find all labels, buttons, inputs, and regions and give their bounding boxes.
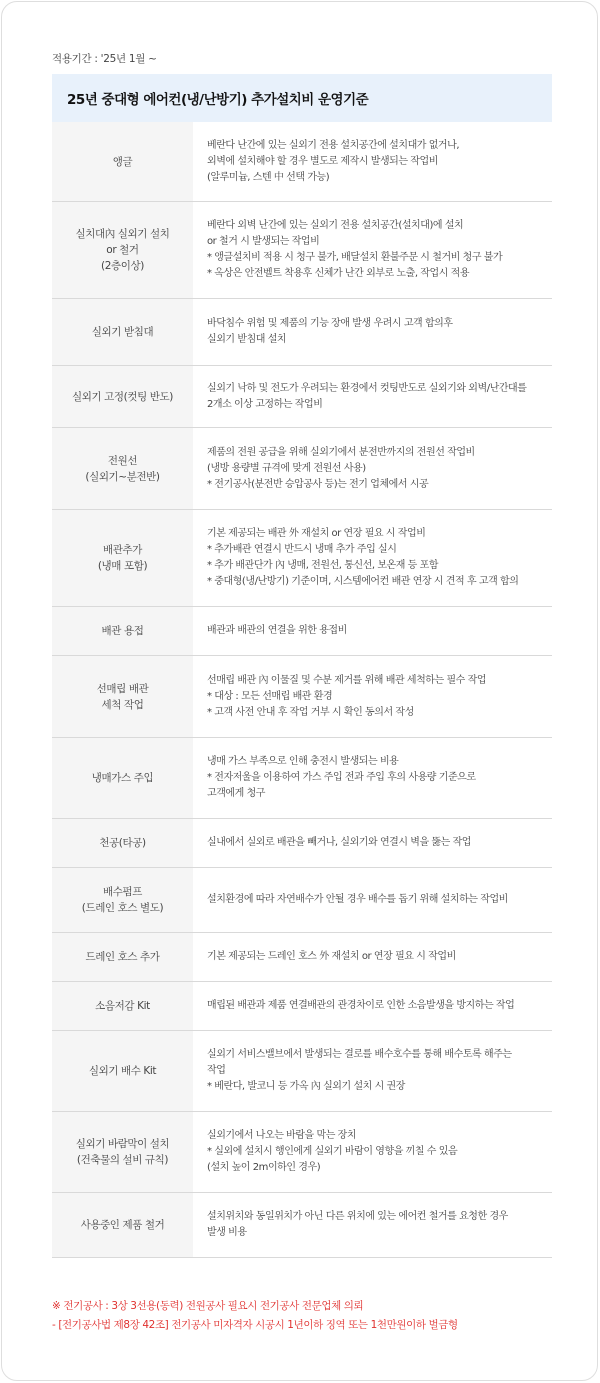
row-description [193,428,552,509]
row-name: 실외기 고정(컷팅 반도) [52,366,193,427]
row-description [193,656,552,737]
description-line: 바닥침수 위험 및 제품의 기능 장애 발생 우려시 고객 합의후 [207,318,453,329]
row-description [193,933,552,981]
row-name: 드레인 호스 추가 [52,933,193,981]
row-description [193,122,552,201]
row-description [193,299,552,365]
row-description [193,819,552,867]
row-name: 사용중인 제품 철거 [52,1193,193,1257]
table-row [52,510,552,607]
row-description [193,366,552,427]
notes [52,1297,572,1335]
description-line: * 중대형(냉/난방기) 기준이며, 시스템에어컨 배관 연장 시 견적 후 고객 합의 [207,576,519,587]
description-line: 2개소 이상 고정하는 작업비 [207,398,323,410]
application-period: 적용기간 : '25년 1월 ~ [52,53,157,65]
note-line: - [전기공사법 제8장 42조] 전기공사 미자격자 시공시 1년이하 징역 또는 1천만원이하 벌금형 [52,1319,458,1331]
row-description [193,510,552,606]
content-card [1,1,598,1381]
table-row [52,1112,552,1193]
table-row [52,366,552,428]
description-line: 실외기 받침대 설치 [207,334,287,345]
row-name: 실외기 받침대 [52,299,193,365]
row-description [193,607,552,655]
description-line: 실외기에서 나오는 바람을 막는 장치 [207,1130,357,1141]
description-line: * 추가배관 연결시 반드시 냉매 추가 주입 실시 [207,544,397,555]
description-line: 기본 제공되는 드레인 호스 外 재설치 or 연장 필요 시 작업비 [207,951,456,962]
row-name: 배수펌프 (드레인 호스 별도) [52,868,193,932]
note-line: ※ 전기공사 : 3상 3선용(동력) 전원공사 필요시 전기공사 전문업체 의뢰 [52,1300,364,1312]
description-line: 발생 비용 [207,1227,247,1238]
description-line: 실내에서 실외로 배관을 빼거나, 실외기와 연결시 벽을 뚫는 작업 [207,837,472,848]
row-name: 전원선 (실외기~분전반) [52,428,193,509]
description-line: 설치위치와 동일위치가 아닌 다른 위치에 있는 에어컨 철거를 요청한 경우 [207,1211,508,1222]
description-line: 베란다 난간에 있는 실외기 전용 설치공간에 설치대가 없거나, [207,139,460,151]
table-row [52,1193,552,1258]
table-row [52,1031,552,1112]
description-line: 고객에게 청구 [207,788,265,799]
table-row [52,656,552,738]
row-name: 천공(타공) [52,819,193,867]
description-line: * 실외에 설치시 행인에게 실외기 바람이 영향을 끼칠 수 있음 [207,1146,458,1157]
description-line: 실외기 낙하 및 전도가 우려되는 환경에서 컷팅반도로 실외기와 외벽/난간대를 [207,382,527,394]
description-line: * 고객 사전 안내 후 작업 거부 시 확인 동의서 작성 [207,706,414,718]
description-line: * 전자저울을 이용하여 가스 주입 전과 주입 후의 사용량 기준으로 [207,772,476,783]
row-name: 선매립 배관 세척 작업 [52,656,193,737]
table-row [52,428,552,510]
description-line: * 앵글설치비 적용 시 청구 불가, 배달설치 환불주문 시 철거비 청구 불가 [207,252,503,263]
row-description [193,982,552,1030]
row-name: 배관추가 (냉매 포함) [52,510,193,606]
description-line: * 대상 : 모든 선매립 배관 환경 [207,690,333,702]
row-description [193,1193,552,1257]
table-row [52,982,552,1031]
description-line: 베란다 외벽 난간에 있는 실외기 전용 설치공간(설치대)에 설치 [207,220,464,231]
page-title: 25년 중대형 에어컨(냉/난방기) 추가설치비 운영기준 [52,74,552,122]
description-line: 기본 제공되는 배관 外 재설치 or 연장 필요 시 작업비 [207,528,426,539]
row-description [193,738,552,818]
row-name: 배관 용접 [52,607,193,655]
row-name: 실외기 배수 Kit [52,1031,193,1111]
row-name: 실외기 바람막이 설치 (건축물의 설비 규칙) [52,1112,193,1192]
description-line: * 옥상은 안전벨트 착용후 신체가 난간 외부로 노출, 작업시 적용 [207,268,470,279]
fee-table [52,122,552,1258]
description-line: 냉매 가스 부족으로 인해 충전시 발생되는 비용 [207,756,399,767]
description-line: * 베란다, 발코니 등 가옥 內 실외기 설치 시 권장 [207,1081,405,1092]
row-name: 앵글 [52,122,193,201]
description-line: (냉방 용량별 규격에 맞게 전원선 사용) [207,462,366,474]
row-description [193,1112,552,1192]
description-line: 제품의 전원 공급을 위해 실외기에서 분전반까지의 전원선 작업비 [207,446,475,458]
row-name: 소음저감 Kit [52,982,193,1030]
description-line: (알루미늄, 스텐 中 선택 가능) [207,171,330,183]
table-row [52,299,552,366]
description-line: 배관과 배관의 연결을 위한 용접비 [207,625,347,636]
table-row [52,202,552,299]
table-row [52,933,552,982]
row-description [193,868,552,932]
description-line: 실외기 서비스밸브에서 발생되는 결로를 배수호수를 통해 배수토록 해주는 [207,1049,512,1060]
row-description [193,1031,552,1111]
table-row [52,819,552,868]
description-line: 작업 [207,1065,226,1076]
row-name: 실치대內 실외기 설치 or 철거 (2층이상) [52,202,193,298]
table-row [52,607,552,656]
description-line: 설치환경에 따라 자연배수가 안될 경우 배수를 돕기 위해 설치하는 작업비 [207,894,508,905]
row-description [193,202,552,298]
row-name: 냉매가스 주입 [52,738,193,818]
description-line: 외벽에 설치해야 할 경우 별도로 제작시 발생되는 작업비 [207,155,438,167]
table-row [52,868,552,933]
table-row [52,122,552,202]
description-line: or 철거 시 발생되는 작업비 [207,236,320,247]
description-line: 선매립 배관 內 이물질 및 수분 제거를 위해 배관 세척하는 필수 작업 [207,674,487,686]
description-line: * 전기공사(분전반 승압공사 등)는 전기 업체에서 시공 [207,478,429,490]
description-line: (설치 높이 2m이하인 경우) [207,1162,321,1173]
description-line: * 추가 배관단가 內 냉매, 전원선, 통신선, 보온재 등 포함 [207,560,439,571]
table-row [52,738,552,819]
description-line: 매립된 배관과 제품 연결배관의 관경차이로 인한 소음발생을 방지하는 작업 [207,1000,515,1011]
